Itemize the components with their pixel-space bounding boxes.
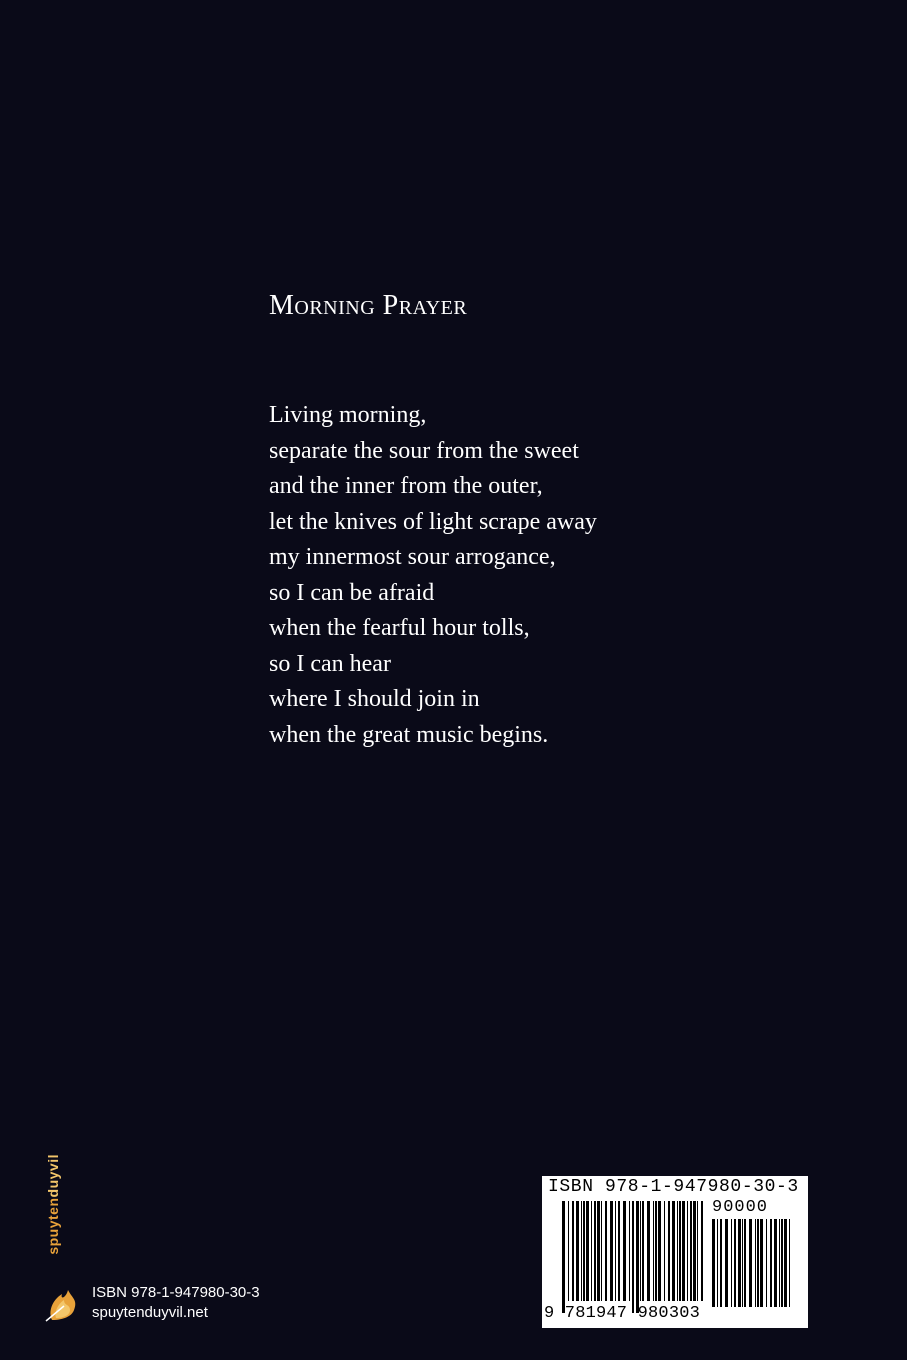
barcode-bar: [642, 1201, 644, 1301]
barcode-bar: [720, 1219, 722, 1307]
barcode-bar: [781, 1219, 783, 1307]
poem-line: separate the sour from the sweet: [269, 437, 579, 464]
barcode-bar: [583, 1201, 585, 1301]
barcode-bar: [664, 1201, 665, 1301]
barcode-bar: [734, 1219, 736, 1307]
barcode-bar: [562, 1201, 565, 1313]
barcode-bar: [591, 1201, 592, 1301]
barcode-bar: [789, 1219, 790, 1307]
barcode-bar: [779, 1219, 780, 1307]
publisher-logo-wordmark: [44, 1154, 62, 1286]
barcode-bar: [632, 1201, 634, 1313]
barcode-bar: [640, 1201, 641, 1301]
barcode-bar: [757, 1219, 759, 1307]
logo-text-spuyten: spuyten: [45, 1197, 61, 1255]
barcode-bar: [770, 1219, 772, 1307]
poem-line: when the great music begins.: [269, 721, 549, 748]
barcode-bar: [687, 1201, 688, 1301]
publisher-website: spuytenduyvil.net: [92, 1304, 208, 1321]
barcode-ean-number: 9 781947 980303: [544, 1304, 701, 1323]
poem-line: and the inner from the outer,: [269, 473, 543, 499]
barcode-bar: [679, 1201, 681, 1301]
barcode-bar: [774, 1219, 777, 1307]
barcode-bar: [572, 1201, 574, 1301]
barcode-block: [542, 1176, 808, 1328]
barcode-bar: [597, 1201, 600, 1301]
barcode-bar: [586, 1201, 589, 1301]
barcode-bar: [784, 1219, 787, 1307]
barcode-bar: [755, 1219, 756, 1307]
barcode-bar: [576, 1201, 579, 1301]
barcode-bar: [690, 1201, 692, 1301]
barcode-bar: [636, 1201, 639, 1313]
barcode-bar: [658, 1201, 661, 1301]
barcode-bar: [618, 1201, 620, 1301]
ean-barcode: [562, 1200, 707, 1314]
barcode-price-code: 90000: [712, 1198, 769, 1217]
barcode-bar: [647, 1201, 650, 1301]
barcode-bar: [682, 1201, 685, 1301]
barcode-bar: [672, 1201, 675, 1301]
barcode-bar: [760, 1219, 763, 1307]
logo-text-duyvil: duyvil: [45, 1154, 61, 1198]
poem-line: let the knives of light scrape away: [269, 508, 597, 535]
barcode-bar: [701, 1201, 703, 1301]
barcode-bar: [742, 1219, 743, 1307]
barcode-bar: [668, 1201, 670, 1301]
flaming-quill-icon: [42, 1286, 84, 1322]
barcode-bar: [568, 1201, 569, 1301]
poem-line: where I should join in: [269, 686, 480, 712]
poem-title: Morning Prayer: [269, 290, 468, 321]
barcode-bar: [766, 1219, 767, 1307]
barcode-isbn-label: ISBN 978-1-947980-30-3: [548, 1177, 799, 1197]
barcode-bar: [581, 1201, 582, 1301]
barcode-bar: [610, 1201, 613, 1301]
poem-body: [269, 398, 597, 753]
poem-line: my innermost sour arrogance,: [269, 544, 556, 570]
poem-line: so I can be afraid: [269, 579, 435, 606]
poem-line: Living morning,: [269, 402, 427, 428]
barcode-bar: [601, 1201, 602, 1301]
barcode-bar: [738, 1219, 741, 1307]
publisher-isbn: ISBN 978-1-947980-30-3: [92, 1284, 260, 1301]
barcode-bar: [693, 1201, 696, 1301]
barcode-bar: [731, 1219, 732, 1307]
barcode-bar: [615, 1201, 616, 1301]
barcode-bar: [697, 1201, 698, 1301]
poem-line: so I can hear: [269, 650, 391, 677]
price-addon-barcode: [712, 1218, 792, 1308]
barcode-bar: [653, 1201, 654, 1301]
barcode-bar: [677, 1201, 678, 1301]
barcode-bar: [605, 1201, 607, 1301]
barcode-bar: [623, 1201, 626, 1301]
barcode-bar: [655, 1201, 657, 1301]
barcode-bar: [749, 1219, 752, 1307]
barcode-bar: [594, 1201, 596, 1301]
barcode-bar: [717, 1219, 718, 1307]
poem-line: when the fearful hour tolls,: [269, 615, 530, 641]
barcode-bar: [725, 1219, 728, 1307]
barcode-bar: [712, 1219, 715, 1307]
barcode-bar: [744, 1219, 746, 1307]
barcode-bar: [629, 1201, 630, 1301]
